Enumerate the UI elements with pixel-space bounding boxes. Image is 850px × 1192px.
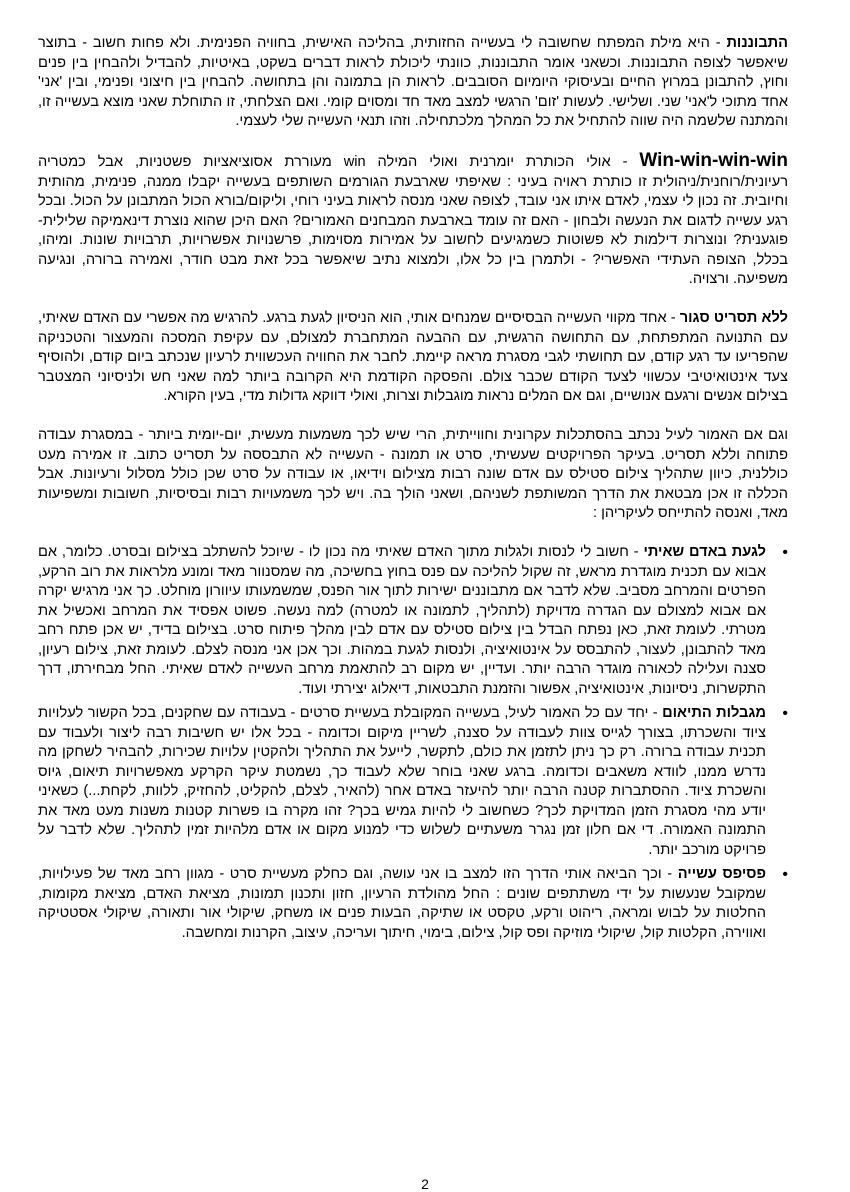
paragraph-term: ללא תסריט סגור <box>679 310 788 326</box>
list-item-term: פסיפס עשייה <box>677 866 766 882</box>
paragraph-text: - אולי הכותרת יומרנית ואולי המילה win מעוררת אסוציאציות פשטניות, אבל כמטריה רעיונית/רוחנית/ניהולית זו כותרת ראויה בעיני : שאיפתי שארבעת הגורמים השותפים בעשייה יקבלו ממנה, פנימית, מהותית וחיובית. זה נכון לי עצמי, לאדם איתו אני עובד, לצופה שאני מנסה לראות בעיני רוחי, וליקום/בורא הכול המתבונן על הכול. ובכל רגע עשייה לדגום את הנעשה ולבחון - האם זה עומד בארבעת המבחנים האמורים? האם היכן שהוא נוצרת דינאמיקה שלילית- פוגענית? ונוצרות דילמות לא פשוטות כשמגיעים לחשוב על אמירות מסוימות, פרשנויות אפשרויות, תרבויות שונות. ומיהו, בכלל, הצופה העתידי האפשרי? - ולתמרן בין כל אלו, ולמצוא נתיב שיאפשר בכל זאת מבט חודר, ואמירה ברורה, ונגיעה משפיעה. ורצויה. <box>38 154 788 287</box>
list-item-term: מגבלות התיאום <box>662 705 766 721</box>
bullet-icon: • <box>782 866 788 883</box>
bullet-list <box>38 543 788 943</box>
paragraph-win-win <box>38 151 788 290</box>
paragraph-text: - היא מילת המפתח שחשובה לי בעשייה החזותית, בהליכה האישית, בחוויה הפנימית. ולא פחות חשוב - בתוצר שיאפשר לצופה התבוננות. וכשאני אומר התבוננות, כוונתי ליכולת לראות דברים בשקט, באיטיות, להבדיל ולהבחין בין פנים וחוץ, להתבונן במרוץ החיים ובעיסוקי היומיום הסובבים. לראות הן בתמונה והן בתחושה. להבחין בין חיצוני ופנימי, ובין 'אני' אחד מתוכי ל'אני' שני. ושלישי. לעשות 'זום' הרגשי למצב מאד חד ומסוים קומי. ואם הצלחתי, זו התוחלת שאני מוצא בעשייה זו, והמתנה שלשמה היה שווה להתחיל את כל המהלך מלכתחילה. וזהו תנאי העשייה שלי לעצמי. <box>38 35 788 129</box>
list-item <box>38 543 788 699</box>
document-page <box>38 34 788 948</box>
paragraph-term: התבוננות <box>726 35 788 51</box>
bullet-icon: • <box>782 705 788 722</box>
page-number: 2 <box>421 1176 429 1192</box>
list-item-term: לגעת באדם שאיתי <box>643 544 766 560</box>
paragraph-no-script <box>38 309 788 407</box>
paragraph-term: Win-win-win-win <box>639 150 788 171</box>
paragraph-text: וגם אם האמור לעיל נכתב בהסתכלות עקרונית וחווייתית, הרי שיש לכך משמעות מעשית, יום-יומית ביותר - במסגרת עבודה פתוחה וללא תסריט. בעיקר הפרויקטים שעשיתי, סרט או תמונה - העשייה לא התבססה על תסריט כתוב. זו אמירה מעט כוללנית, כיוון שתהליך צילום סטילס עם אדם שונה רבות מצילום וידיאו, או עבודה על סרט שכן כולל מסלול ורעיונות. אבל הכללה זו אכן מבטאת את הדרך המשותפת לשניהם, ושאני הולך בה. ויש לכך משמעויות רבות ובסיסיות, חשובות ומשפיעות מאד, ואנסה להתייחס לעיקריהן : <box>38 427 788 521</box>
list-item <box>38 704 788 860</box>
bullet-icon: • <box>782 544 788 561</box>
paragraph-practical-meaning <box>38 426 788 524</box>
list-item-text: - וכך הביאה אותי הדרך הזו למצב בו אני עושה, וגם כחלק מעשיית סרט - מגוון רחב מאד של פעילויות, שמקובל שנעשות על ידי משתתפים שונים : החל מהולדת הרעיון, חזון ותכנון תמונות, מציאת האדם, מציאת מקומות, החלטות על לבוש ומראה, ריהוט ורקע, טקסט או שתיקה, הבעות פנים או משחק, שיקולי אור ותאורה, שיקולי אסטטיקה ואווירה, הקלטות קול, שיקולי מוזיקה ופס קול, צילום, בימוי, חיתוך ועריכה, עיצוב, הקרנות ומחשבה. <box>38 866 766 941</box>
list-item-text: - יחד עם כל האמור לעיל, בעשייה המקובלת בעשיית סרטים - בעבודה עם שחקנים, בכל הקשור לעלויות ציוד והשכרתו, בצורך לגייס צוות לעבודה על סצנה, לשריין מיקום וכדומה - בכל אלו יש חשיבות רבה ליצור ולעבוד עם תכנית עבודה ברורה. רק כך ניתן לתזמן את כולם, לתקשר, לייעל את התהליך ולהקטין עלויות שכירות, להבהיר לשחקן מה נדרש ממנו, לוודא משאבים וכדומה. ברגע שאני בוחר שלא לעבוד כך, נשמטת עיקר הקרקע מאפשרויות תיאום, גיוס והשכרת ציוד. ההסתברות קטנה הרבה יותר להיעזר באדם אחר (להאיר, לצלם, להקליט, להחזיק, ללוות, לקחת...) כשאיני יודע מהי מסגרת הזמן המדויקת לכך? כשחשוב לי להיות גמיש בכך? זהו מקרה בו פשרות קטנות משנות מעט מאד את התמונה האמורה. די אם חלון זמן נגרר משעתיים לשלוש כדי למנוע מקום או אדם מלהיות זמין לתהליך. שלא לדבר על פרויקט מורכב יותר. <box>38 705 766 858</box>
list-item <box>38 865 788 943</box>
paragraph-text: - אחד מקווי העשייה הבסיסיים שמנחים אותי, הוא הניסיון לגעת ברגע. להרגיש מה אפשרי עם האדם שאיתי, עם התנועה המתפתחת, עם התחושה הרגשית, עם ההבעה המתחברת למצולם, עם עקיפת המסכה והמעצור והטכניקה שהפריעו עד רגע קודם, עם תחושתי לגבי מסגרת מראה קיימת. לחבר את החוויה העכשווית לרעיון שנכתב ביום קודם, ולהוסיף צעד אינטואיטיבי עכשווי לצעד הקודם שכבר צולם. והפסקה הקודמת היא הקרובה ביותר למה שאני חש ולניסיוני המצטבר בצילום אנשים ורגעם אנושיים, וגם אם המלים נראות מוגבלות וצרות, ואולי דווקא גדולות מדי, בעין הקורא. <box>38 310 788 404</box>
paragraph-observation <box>38 34 788 132</box>
list-item-text: - חשוב לי לנסות ולגלות מתוך האדם שאיתי מה נכון לו - שיוכל להשתלב בצילום ובסרט. כלומר, אם אבוא עם תכנית מוגדרת מראש, זה שקול להליכה עם פנס בחוץ בחשיכה, מה שמסנוור מאד ומונע מלראות את רוב הרקע, הפרטים והמרחב מסביב. שלא לדבר אם מתבוננים ישירות לתוך אור הפנס, שמשמעותו עיוורון מוחלט. כך אני מרגיש יקרה אם אבוא למצולם עם הגדרה מדויקת (לתהליך, לתמונה או למטרה) למה נעשה. פשוט אפסיד את המרחב ואכשיל את מטרתי. לעומת זאת, כאן נפתח הבדל בין צילום סטילס עם אדם לבין מהלך פיתוח סרט. בצילום בדיד, יש אכן פתח רחב מאד להתבונן, לעצור, להתבסס על אינטואיציה, ולנסות לגעת במהות. וכך אכן אני מנסה לצלם. לעומת זאת, צילום רעיון, סצנה ועלילה לכאורה מוגדר הרבה יותר. ועדיין, יש מקום רב להתאמת מרחב העשייה לאדם שאיתי. החל מבחירתו, דרך התקשרות, ניסיונות, אינטואיציה, אפשור והזמנת התבטאות, דיאלוג יצירתי ועוד. <box>38 544 766 697</box>
